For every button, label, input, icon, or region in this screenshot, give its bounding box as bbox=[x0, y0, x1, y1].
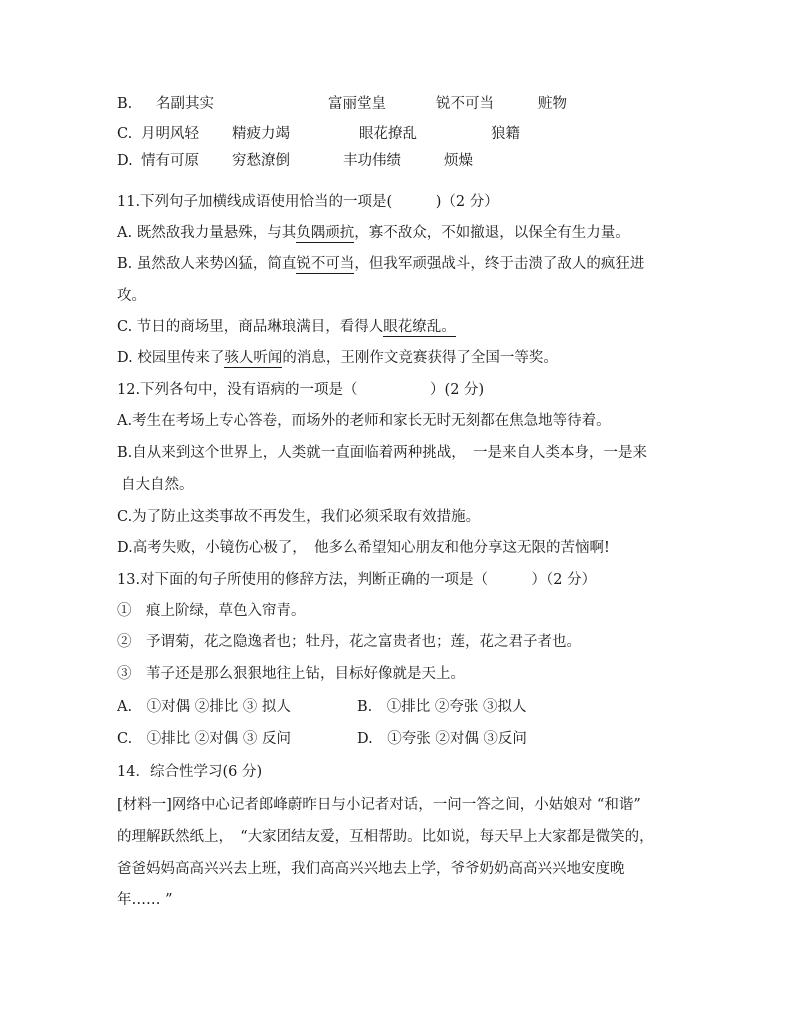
q14-material-line-2: 的理解跃然纸上， “大家团结友爱，互相帮助。比如说，每天早上大家都是微笑的， bbox=[117, 829, 654, 845]
q11-option-c bbox=[117, 317, 456, 337]
word-4: 狼籍 bbox=[491, 126, 520, 142]
q12-stem: 12.下列各句中，没有语病的一项是（ ）(2 分) bbox=[117, 382, 485, 398]
q12-option-c: C.为了防止这类事故不再发生，我们必须采取有效措施。 bbox=[117, 509, 481, 525]
sentence-pre: D. 校园里传来了 bbox=[117, 350, 225, 366]
q13-option-d: D. ①夸张 ②对偶 ③反问 bbox=[357, 731, 527, 747]
word-2: 精疲力竭 bbox=[232, 126, 290, 142]
option-label: C. bbox=[117, 126, 133, 142]
q12-option-b-continued: 自大自然。 bbox=[121, 477, 194, 493]
q13-sentence-3: ③ 苇子还是那么狠狠地往上钻，目标好像就是天上。 bbox=[117, 666, 465, 682]
word-2: 富丽堂皇 bbox=[328, 96, 386, 112]
q11-option-a bbox=[117, 223, 630, 243]
q13-sentence-1: ① 痕上阶绿，草色入帘青。 bbox=[117, 603, 306, 619]
q14-material-line-3: 爸爸妈妈高高兴兴去上班，我们高高兴兴地去上学，爷爷奶奶高高兴兴地安度晚 bbox=[117, 861, 625, 877]
q13-option-a: A. ①对偶 ②排比 ③ 拟人 bbox=[117, 699, 291, 715]
option-label: D. bbox=[117, 153, 133, 169]
q13-option-b: B. ①排比 ②夸张 ③拟人 bbox=[357, 699, 527, 715]
underlined-idiom: 锐不可当 bbox=[296, 256, 355, 272]
sentence-pre: C. 节日的商场里，商品琳琅满目，看得人 bbox=[117, 319, 384, 335]
underlined-idiom: 骇人听闻 bbox=[224, 350, 283, 366]
sentence-pre: A. 既然敌我力量悬殊，与其 bbox=[117, 225, 297, 241]
q11-option-b bbox=[117, 254, 644, 274]
q12-option-d: D.高考失败，小镜伤心极了， 他多么希望知心朋友和他分享这无限的苦恼啊! bbox=[117, 540, 610, 556]
sentence-pre: B. 虽然敌人来势凶猛，简直 bbox=[117, 256, 297, 272]
q11-option-d bbox=[117, 348, 558, 368]
underlined-idiom: 负隅顽抗 bbox=[296, 225, 355, 241]
q13-stem: 13.对下面的句子所使用的修辞方法，判断正确的一项是（ ）（2 分） bbox=[117, 572, 597, 588]
word-2: 穷愁潦倒 bbox=[232, 153, 290, 169]
q11-stem: 11.下列句子加横线成语使用恰当的一项是( )（2 分） bbox=[117, 194, 499, 210]
q11-option-b-continued: 攻。 bbox=[117, 288, 146, 304]
q12-option-b: B.自从来到这个世界上，人类就一直面临着两种挑战， 一是来自人类本身，一是来 bbox=[117, 445, 648, 461]
word-4: 赃物 bbox=[538, 96, 567, 112]
word-1: 名副其实 bbox=[156, 96, 214, 112]
q14-material-line-4: 年…… ” bbox=[117, 892, 173, 908]
word-3: 锐不可当 bbox=[436, 96, 494, 112]
underlined-idiom: 眼花缭乱。 bbox=[383, 319, 456, 335]
word-1: 情有可原 bbox=[141, 153, 199, 169]
sentence-post: ，但我军顽强战斗，终于击溃了敌人的疯狂进 bbox=[354, 256, 645, 272]
sentence-post: 的消息，王刚作文竞赛获得了全国一等奖。 bbox=[282, 350, 558, 366]
sentence-post: ，寡不敌众，不如撤退，以保全有生力量。 bbox=[354, 225, 630, 241]
word-4: 烦燥 bbox=[444, 153, 473, 169]
option-label: B. bbox=[117, 96, 133, 112]
word-3: 眼花撩乱 bbox=[359, 126, 417, 142]
q14-stem: 14．综合性学习(6 分) bbox=[117, 764, 263, 780]
q12-option-a: A.考生在考场上专心答卷，而场外的老师和家长无时无刻都在焦急地等待着。 bbox=[117, 413, 611, 429]
word-1: 月明风轻 bbox=[141, 126, 199, 142]
q14-material-line-1: [材料一]网络中心记者郎峰蔚昨日与小记者对话，一问一答之间，小姑娘对 “和谐” bbox=[117, 797, 641, 813]
q13-option-c: C. ①排比 ②对偶 ③ 反问 bbox=[117, 731, 292, 747]
q13-sentence-2: ② 予谓菊，花之隐逸者也；牡丹，花之富贵者也；莲，花之君子者也。 bbox=[117, 634, 581, 650]
word-3: 丰功伟绩 bbox=[343, 153, 401, 169]
